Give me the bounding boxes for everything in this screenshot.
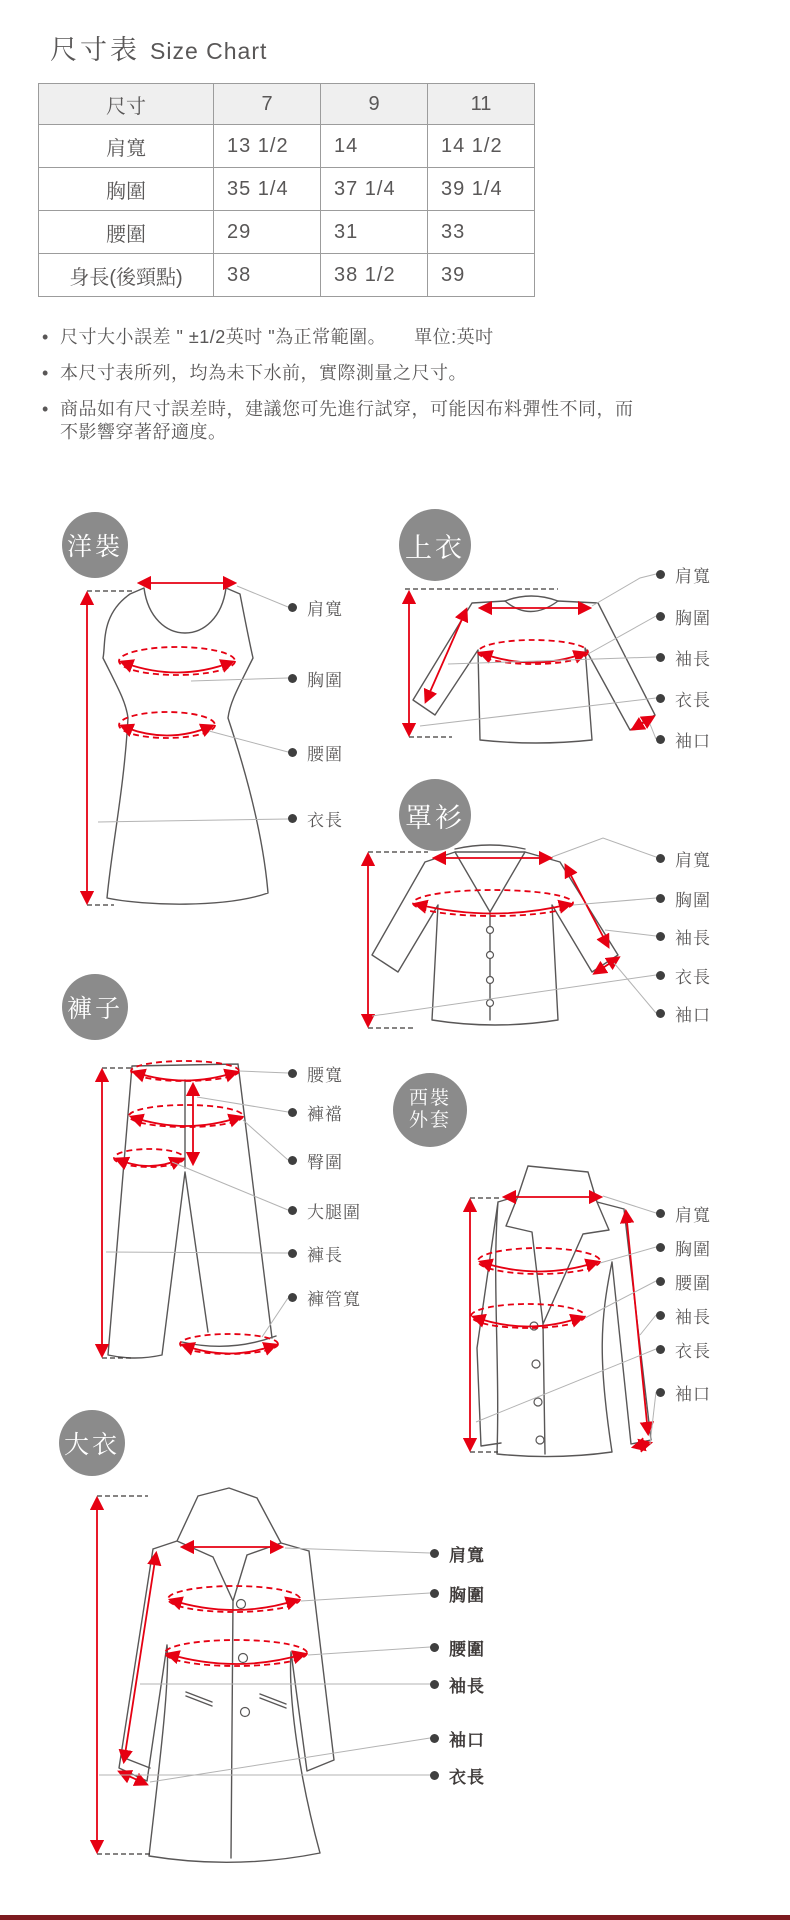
jacket-outline <box>477 1166 651 1457</box>
measure-label-blouse-0: 肩寬 <box>656 848 711 868</box>
bullet-dot-icon <box>288 748 297 757</box>
pants-diagram <box>102 1061 288 1358</box>
measure-label-coat-0: 肩寬 <box>430 1543 485 1563</box>
sleeve-arrow <box>124 1554 156 1761</box>
chest-ellipse <box>119 647 235 675</box>
bullet-dot-icon <box>656 735 665 744</box>
waist-ellipse <box>471 1304 585 1328</box>
measure-label-coat-2: 腰圍 <box>430 1637 485 1657</box>
bullet-dot-icon <box>288 603 297 612</box>
row-label: 腰圍 <box>39 211 214 254</box>
sleeve-arrow <box>626 1212 648 1433</box>
measure-label-dress-2: 腰圍 <box>288 742 343 762</box>
measure-label-jacket-1: 胸圍 <box>656 1237 711 1257</box>
measure-label-jacket-5: 袖口 <box>656 1382 711 1402</box>
cell-value: 35 1/4 <box>214 168 321 211</box>
bullet-dot-icon <box>656 1209 665 1218</box>
bullet-dot-icon <box>656 894 665 903</box>
cell-value: 38 <box>214 254 321 297</box>
badge-jacket <box>393 1073 467 1147</box>
badge-label: 外套 <box>408 1110 451 1131</box>
measure-label-blouse-4: 袖口 <box>656 1003 711 1023</box>
cell-value: 33 <box>428 211 535 254</box>
bullet-dot-icon <box>656 653 665 662</box>
measure-label-pants-5: 褲管寬 <box>288 1287 361 1307</box>
measure-label-top-1: 胸圍 <box>656 606 711 626</box>
cell-value: 37 1/4 <box>321 168 428 211</box>
badge-pants <box>62 974 128 1040</box>
table-row <box>39 125 535 168</box>
cuff-arrow <box>595 958 618 973</box>
bullet-dot-icon <box>656 1009 665 1018</box>
bullet-dot-icon <box>430 1771 439 1780</box>
bullet-dot-icon <box>430 1734 439 1743</box>
size-table-header-cell: 9 <box>321 84 428 125</box>
measure-label-top-4: 袖口 <box>656 729 711 749</box>
note-item <box>42 326 644 349</box>
bullet-dot-icon <box>288 674 297 683</box>
measure-label-dress-0: 肩寬 <box>288 597 343 617</box>
badge-label: 罩衫 <box>405 802 465 833</box>
measure-label-coat-1: 胸圍 <box>430 1583 485 1603</box>
coat-outline <box>119 1488 334 1862</box>
badge-label: 褲子 <box>66 995 123 1023</box>
measure-label-blouse-2: 袖長 <box>656 926 711 946</box>
blouse-outline <box>372 852 618 1025</box>
size-table-header-cell: 11 <box>428 84 535 125</box>
measure-label-jacket-3: 袖長 <box>656 1305 711 1325</box>
note-item <box>42 362 644 385</box>
note-text: 商品如有尺寸誤差時，建議您可先進行試穿，可能因布料彈性不同，而不影響穿著舒適度。 <box>60 399 634 442</box>
coat-diagram <box>97 1488 430 1862</box>
measure-label-jacket-2: 腰圍 <box>656 1271 711 1291</box>
bullet-dot-icon <box>656 971 665 980</box>
sleeve-arrow <box>426 610 466 701</box>
cell-value: 14 1/2 <box>428 125 535 168</box>
table-row <box>39 254 535 297</box>
cell-value: 14 <box>321 125 428 168</box>
measure-label-pants-2: 臀圍 <box>288 1150 343 1170</box>
measure-label-pants-0: 腰寬 <box>288 1063 343 1083</box>
size-table-header-cell: 7 <box>214 84 321 125</box>
measure-label-dress-1: 胸圍 <box>288 668 343 688</box>
measure-label-pants-3: 大腿圍 <box>288 1200 361 1220</box>
chest-ellipse <box>478 640 588 664</box>
bullet-dot-icon <box>656 854 665 863</box>
bullet-icon: • <box>42 327 49 347</box>
row-label: 胸圍 <box>39 168 214 211</box>
bullet-dot-icon <box>656 612 665 621</box>
bullet-dot-icon <box>656 1388 665 1397</box>
hip-ellipse <box>129 1105 243 1127</box>
measure-label-coat-5: 衣長 <box>430 1765 485 1785</box>
bullet-dot-icon <box>656 1345 665 1354</box>
footer-divider <box>0 1915 790 1920</box>
bullet-dot-icon <box>430 1680 439 1689</box>
bullet-icon: • <box>42 399 49 419</box>
measure-label-coat-3: 袖長 <box>430 1674 485 1694</box>
bullet-dot-icon <box>288 1156 297 1165</box>
badge-label: 大衣 <box>63 1431 120 1459</box>
measure-label-jacket-4: 衣長 <box>656 1339 711 1359</box>
bullet-dot-icon <box>656 1277 665 1286</box>
bullet-dot-icon <box>288 1206 297 1215</box>
bullet-dot-icon <box>288 1293 297 1302</box>
bullet-dot-icon <box>430 1589 439 1598</box>
bullet-dot-icon <box>288 1069 297 1078</box>
bullet-dot-icon <box>288 814 297 823</box>
badge-top <box>399 509 471 581</box>
dress-diagram <box>87 583 288 905</box>
bullet-dot-icon <box>656 570 665 579</box>
cell-value: 39 <box>428 254 535 297</box>
measure-label-top-2: 袖長 <box>656 647 711 667</box>
cell-value: 29 <box>214 211 321 254</box>
bullet-dot-icon <box>288 1108 297 1117</box>
measure-label-dress-3: 衣長 <box>288 808 343 828</box>
measure-label-pants-1: 褲襠 <box>288 1102 343 1122</box>
top-outline <box>413 601 655 743</box>
note-text: 尺寸大小誤差 " ±1/2英吋 "為正常範圍。 單位:英吋 <box>60 327 494 347</box>
bullet-dot-icon <box>656 932 665 941</box>
cuff-arrow <box>633 717 653 729</box>
row-label: 身長(後頸點) <box>39 254 214 297</box>
size-table-header-row <box>39 84 535 125</box>
notes-list <box>42 326 644 457</box>
size-table-header-cell: 尺寸 <box>39 84 214 125</box>
dress-outline <box>103 588 268 904</box>
waist-ellipse <box>119 712 215 738</box>
cell-value: 38 1/2 <box>321 254 428 297</box>
jacket-diagram <box>470 1166 656 1457</box>
bullet-dot-icon <box>656 1243 665 1252</box>
note-text: 本尺寸表所列，均為未下水前，實際測量之尺寸。 <box>60 363 467 383</box>
bullet-dot-icon <box>430 1549 439 1558</box>
cell-value: 13 1/2 <box>214 125 321 168</box>
page-title-en: Size Chart <box>150 38 268 64</box>
badge-blouse <box>399 779 471 851</box>
measure-label-top-3: 衣長 <box>656 688 711 708</box>
bullet-dot-icon <box>656 1311 665 1320</box>
measure-label-pants-4: 褲長 <box>288 1243 343 1263</box>
measure-label-blouse-3: 衣長 <box>656 965 711 985</box>
row-label: 肩寬 <box>39 125 214 168</box>
table-row <box>39 211 535 254</box>
cell-value: 39 1/4 <box>428 168 535 211</box>
badge-label: 上衣 <box>405 532 465 563</box>
measure-label-jacket-0: 肩寬 <box>656 1203 711 1223</box>
waist-ellipse <box>165 1640 307 1666</box>
top-diagram <box>405 574 656 743</box>
note-item <box>42 398 644 444</box>
badge-label: 西裝 <box>408 1088 451 1109</box>
bullet-dot-icon <box>430 1643 439 1652</box>
bullet-dot-icon <box>288 1249 297 1258</box>
blouse-diagram <box>368 838 656 1028</box>
page-title <box>50 28 267 67</box>
measure-label-top-0: 肩寬 <box>656 564 711 584</box>
measure-label-blouse-1: 胸圍 <box>656 888 711 908</box>
cell-value: 31 <box>321 211 428 254</box>
badge-dress <box>62 512 128 578</box>
bullet-dot-icon <box>656 694 665 703</box>
table-row <box>39 168 535 211</box>
page-title-zh: 尺寸表 <box>50 35 140 65</box>
bullet-icon: • <box>42 363 49 383</box>
pants-outline <box>108 1064 276 1358</box>
size-table <box>38 83 535 297</box>
measure-label-coat-4: 袖口 <box>430 1728 485 1748</box>
badge-coat <box>59 1410 125 1476</box>
badge-label: 洋裝 <box>66 533 123 561</box>
